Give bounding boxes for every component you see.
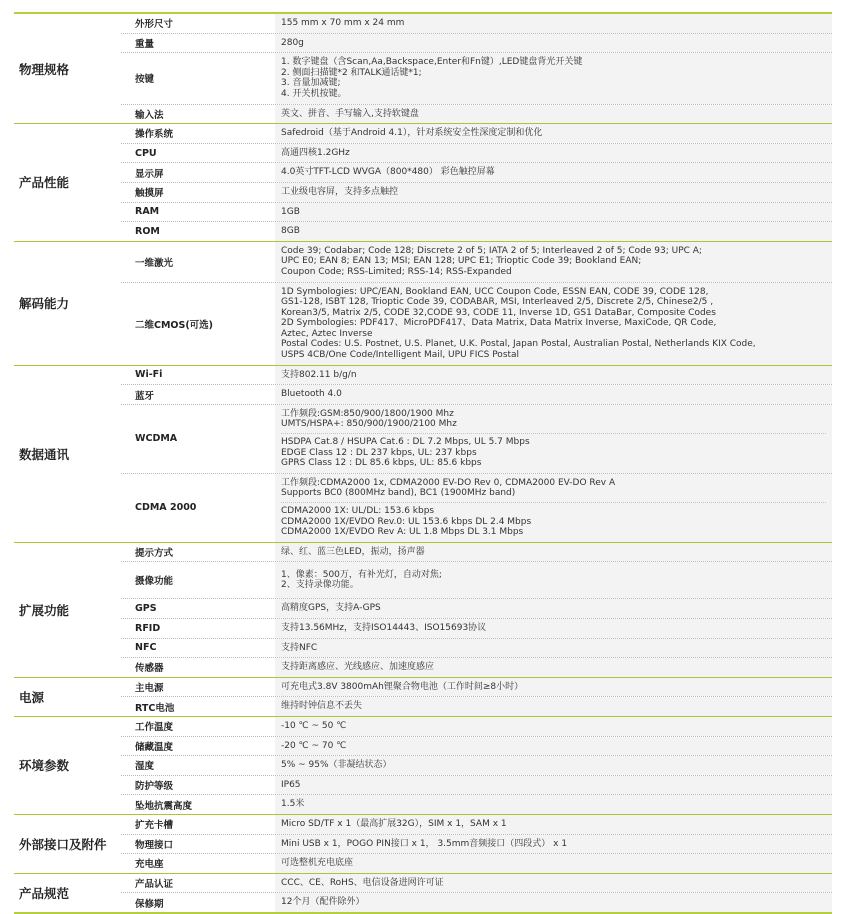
spec-value xyxy=(275,124,832,143)
spec-row xyxy=(121,182,832,202)
spec-label: 储藏温度 xyxy=(135,741,174,753)
spec-value xyxy=(275,678,832,697)
spec-row xyxy=(121,618,832,638)
spec-row xyxy=(121,598,832,618)
section-category: 数据通讯 xyxy=(19,446,70,462)
spec-value xyxy=(275,717,832,736)
spec-label: 摄像功能 xyxy=(135,576,174,588)
spec-label: 蓝牙 xyxy=(135,390,155,402)
spec-value xyxy=(275,835,832,854)
spec-value-text: IP65 xyxy=(281,779,301,790)
section-rows xyxy=(121,874,832,912)
spec-section xyxy=(14,815,832,874)
spec-label: 扩充卡槽 xyxy=(135,820,174,832)
spec-value xyxy=(275,105,832,124)
spec-row xyxy=(121,384,832,404)
spec-value xyxy=(275,203,832,222)
spec-value-text: 155 mm x 70 mm x 24 mm xyxy=(281,18,405,28)
spec-row xyxy=(121,696,832,716)
spec-value-text: 1.5米 xyxy=(281,799,305,810)
spec-row xyxy=(121,755,832,775)
spec-label: 二维CMOS(可选) xyxy=(135,319,214,331)
spec-row xyxy=(121,202,832,222)
spec-value xyxy=(275,756,832,775)
spec-row xyxy=(121,892,832,912)
spec-value-text: 维持时钟信息不丢失 xyxy=(281,701,363,712)
section-category: 电源 xyxy=(19,689,45,705)
spec-label: 显示屏 xyxy=(135,168,164,180)
spec-row xyxy=(121,52,832,103)
spec-value xyxy=(275,658,832,677)
spec-label: WCDMA xyxy=(135,433,178,445)
spec-value-text: 5% ~ 95%（非凝结状态） xyxy=(281,760,392,771)
spec-value-text: Bluetooth 4.0 xyxy=(281,389,342,400)
spec-value-text: -20 ℃ ~ 70 ℃ xyxy=(281,740,347,751)
spec-value-text: 支持13.56MHz，支持ISO14443、ISO15693协议 xyxy=(281,622,487,633)
spec-row xyxy=(121,162,832,182)
spec-row xyxy=(121,404,832,473)
spec-section xyxy=(14,874,832,914)
spec-label: 防护等级 xyxy=(135,781,174,793)
spec-value xyxy=(275,474,832,542)
spec-row xyxy=(121,104,832,124)
section-rows xyxy=(121,717,832,814)
spec-row xyxy=(121,834,832,854)
section-category: 产品规范 xyxy=(19,885,70,901)
spec-label: 输入法 xyxy=(135,109,164,121)
spec-value xyxy=(275,854,832,873)
spec-label: 充电座 xyxy=(135,859,164,871)
spec-value-text: 高通四核1.2GHz xyxy=(281,147,350,158)
spec-row xyxy=(121,473,832,542)
spec-row xyxy=(121,33,832,53)
section-rows xyxy=(121,242,832,365)
spec-row xyxy=(121,124,832,143)
spec-row xyxy=(121,874,832,893)
spec-row xyxy=(121,242,832,282)
spec-value xyxy=(275,697,832,716)
spec-section xyxy=(14,14,832,124)
spec-value-text: 280g xyxy=(281,37,304,48)
section-rows xyxy=(121,815,832,873)
spec-label: 一维激光 xyxy=(135,257,174,269)
spec-value xyxy=(275,242,832,282)
spec-row xyxy=(121,221,832,241)
spec-section xyxy=(14,366,832,543)
spec-label: ROM xyxy=(135,225,160,237)
spec-value-text: 高精度GPS，支持A-GPS xyxy=(281,603,381,614)
spec-label: 传感器 xyxy=(135,663,164,675)
section-rows xyxy=(121,678,832,716)
spec-row xyxy=(121,14,832,33)
spec-label: 湿度 xyxy=(135,761,155,773)
section-rows xyxy=(121,14,832,123)
spec-value-text: Mini USB x 1，POGO PIN接口 x 1， 3.5mm音频接口（四段式） x 1 xyxy=(281,838,568,849)
spec-label: 物理接口 xyxy=(135,839,174,851)
spec-row xyxy=(121,638,832,658)
spec-section xyxy=(14,242,832,366)
spec-value-text: -10 ℃ ~ 50 ℃ xyxy=(281,720,347,731)
spec-row xyxy=(121,815,832,834)
spec-value-text: 绿、红、蓝三色LED，振动，扬声器 xyxy=(281,546,425,557)
spec-value-text: 8GB xyxy=(281,226,300,237)
spec-label: CPU xyxy=(135,147,157,159)
spec-value xyxy=(275,874,832,893)
spec-value-text: Safedroid（基于Android 4.1），针对系统安全性深度定制和优化 xyxy=(281,128,543,139)
spec-value xyxy=(275,893,832,912)
spec-label: 主电源 xyxy=(135,683,164,695)
spec-value xyxy=(275,222,832,241)
spec-section xyxy=(14,717,832,815)
spec-row xyxy=(121,794,832,814)
spec-label: 坠地抗震高度 xyxy=(135,800,193,812)
spec-value-text: 1、像素：500万，有补光灯，自动对焦; 2、支持录像功能。 xyxy=(281,569,442,591)
spec-value xyxy=(275,405,832,473)
section-category: 产品性能 xyxy=(19,175,70,191)
section-category: 物理规格 xyxy=(19,61,70,77)
spec-value xyxy=(275,562,832,598)
spec-value-text: CDMA2000 1X: UL/DL: 153.6 kbps CDMA2000 1X/EVDO Rev.0: UL 153.6 kbps DL 2.4 Mbps CDMA2000 1X/EVDO Rev A: UL 1.8 Mbps DL 3.1 Mbps xyxy=(281,502,826,540)
section-rows xyxy=(121,543,832,677)
spec-row xyxy=(121,143,832,163)
spec-value-text: Code 39; Codabar; Code 128; Discrete 2 of 5; IATA 2 of 5; Interleaved 2 of 5; Code 93; UPC A; UPC E0; EAN 8; EAN 13; MSI; EAN 128; UPC E1; Trioptic Code 39; Bookland EAN; Coupon Code; RSS-Limited; RSS-14; RSS-Expanded xyxy=(281,245,702,277)
spec-value-text: HSDPA Cat.8 / HSUPA Cat.6 : DL 7.2 Mbps, UL 5.7 Mbps EDGE Class 12 : DL 237 kbps, UL: 237 kbps GPRS Class 12 : DL 85.6 kbps, UL: 85.6 kbps xyxy=(281,433,826,471)
spec-value xyxy=(275,183,832,202)
spec-label: Wi-Fi xyxy=(135,369,163,381)
spec-value xyxy=(275,543,832,562)
spec-value xyxy=(275,795,832,814)
spec-row xyxy=(121,282,832,365)
spec-row xyxy=(121,775,832,795)
spec-value-text: 4.0英寸TFT-LCD WVGA（800*480） 彩色触控屏幕 xyxy=(281,167,495,178)
spec-value-text: Micro SD/TF x 1（最高扩展32G），SIM x 1，SAM x 1 xyxy=(281,818,507,829)
spec-row xyxy=(121,717,832,736)
spec-value-text: 工业级电容屏，支持多点触控 xyxy=(281,186,399,197)
spec-value xyxy=(275,599,832,618)
spec-label: 工作温度 xyxy=(135,722,174,734)
spec-value xyxy=(275,639,832,658)
spec-value xyxy=(275,619,832,638)
section-category: 扩展功能 xyxy=(19,602,70,618)
spec-section xyxy=(14,678,832,717)
spec-label: NFC xyxy=(135,642,157,654)
spec-row xyxy=(121,561,832,598)
spec-value xyxy=(275,14,832,33)
spec-value-text: 英文、拼音、手写输入,支持软键盘 xyxy=(281,108,419,119)
spec-value xyxy=(275,776,832,795)
spec-row xyxy=(121,678,832,697)
spec-value xyxy=(275,53,832,103)
spec-value-text: 可充电式3.8V 3800mAh锂聚合物电池（工作时间≥8小时） xyxy=(281,681,524,692)
spec-value-text: 1GB xyxy=(281,206,300,217)
section-rows xyxy=(121,124,832,241)
spec-row xyxy=(121,657,832,677)
spec-section xyxy=(14,124,832,242)
spec-label: RFID xyxy=(135,622,161,634)
spec-row xyxy=(121,366,832,385)
spec-row xyxy=(121,853,832,873)
spec-value-text: CCC、CE、RoHS、电信设备进网许可证 xyxy=(281,877,444,888)
spec-label: 按键 xyxy=(135,74,155,86)
spec-value xyxy=(275,815,832,834)
spec-label: RAM xyxy=(135,206,160,218)
spec-value-text: 可选整机充电底座 xyxy=(281,858,354,869)
spec-label: 外形尺寸 xyxy=(135,19,174,31)
spec-label: 保修期 xyxy=(135,898,164,910)
spec-value xyxy=(275,144,832,163)
spec-sheet xyxy=(14,12,832,914)
spec-value-text: 1D Symbologies: UPC/EAN, Bookland EAN, UCC Coupon Code, ESSN EAN, CODE 39, CODE 128, GS1-128, ISBT 128, Trioptic Code 39, CODABAR, MSI, Interleaved 2/5, Discrete 2/5, Chinese2/5 , Korean3/5, Matrix 2/5, CODE 32,CODE 93, CODE 11, Inverse 1D, GS1 DataBar, Composite Codes 2D Symbologies: PDF417、MicroPDF417、Data Matrix, Data Matrix Inverse, MaxiCode, QR Code, Aztec, Aztec Inverse Postal Codes: U.S. Postnet, U.S. Planet, U.K. Postal, Japan Postal, Australian Postal, Netherlands KIX Code, USPS 4CB/One Code/Intelligent Mail, UPU FICS Postal xyxy=(281,286,756,361)
spec-label: RTC电池 xyxy=(135,702,175,714)
spec-value-text: 12个月（配件除外） xyxy=(281,897,365,908)
spec-label: 操作系统 xyxy=(135,129,174,141)
section-category: 环境参数 xyxy=(19,758,70,774)
spec-value xyxy=(275,283,832,365)
spec-value-text: 1. 数字键盘（含Scan,Aa,Backspace,Enter和Fn键）,LED键盘背光开关键 2. 侧面扫描键*2 和TALK通话键*1; 3. 音量加减键; 4. 开关机按键。 xyxy=(281,57,583,99)
spec-row xyxy=(121,736,832,756)
spec-value-text: 支持802.11 b/g/n xyxy=(281,369,357,380)
section-category: 解码能力 xyxy=(19,296,70,312)
spec-label: GPS xyxy=(135,603,157,615)
spec-label: 重量 xyxy=(135,38,155,50)
spec-label: 产品认证 xyxy=(135,878,174,890)
section-category: 外部接口及附件 xyxy=(19,836,107,852)
spec-table xyxy=(14,14,832,914)
spec-value-text: 支持NFC xyxy=(281,642,318,653)
spec-value xyxy=(275,737,832,756)
spec-value-text: 支持距离感应、光线感应、加速度感应 xyxy=(281,662,435,673)
spec-row xyxy=(121,543,832,562)
spec-label: CDMA 2000 xyxy=(135,502,197,514)
spec-value-text: 工作频段:CDMA2000 1x, CDMA2000 EV-DO Rev 0, CDMA2000 EV-DO Rev A Supports BC0 (800MHz band), BC1 (1900MHz band) xyxy=(281,477,616,499)
spec-value xyxy=(275,163,832,182)
spec-value xyxy=(275,366,832,385)
section-rows xyxy=(121,366,832,542)
spec-value xyxy=(275,34,832,53)
spec-section xyxy=(14,543,832,678)
spec-label: 提示方式 xyxy=(135,548,174,560)
spec-value xyxy=(275,385,832,404)
spec-value-text: 工作频段:GSM:850/900/1800/1900 Mhz UMTS/HSPA+: 850/900/1900/2100 Mhz xyxy=(281,408,457,430)
spec-label: 触摸屏 xyxy=(135,188,164,200)
